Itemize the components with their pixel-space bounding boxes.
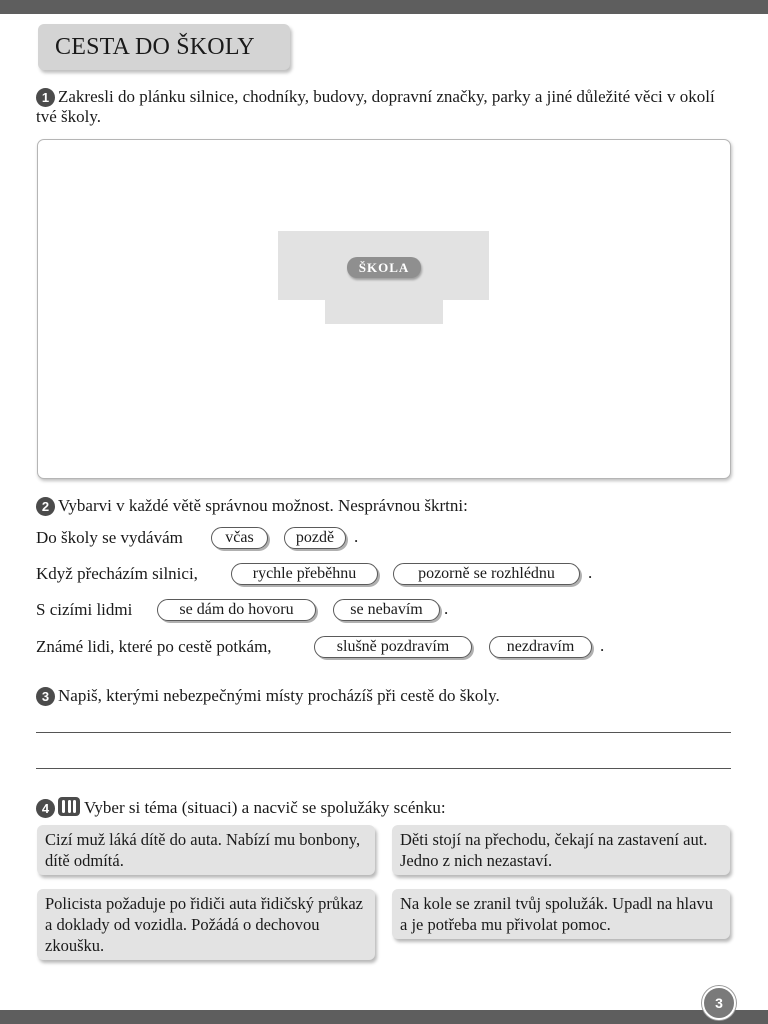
task-4-text: Vyber si téma (situaci) a nacvič se spolužáky scénku: xyxy=(84,798,446,817)
task-2-text: Vybarvi v každé větě správnou možnost. Nesprávnou škrtni: xyxy=(58,496,468,515)
scene-card-4: Na kole se zranil tvůj spolužák. Upadl na hlavu a je potřeba mu přivolat pomoc. xyxy=(392,889,730,939)
task-3-instruction xyxy=(36,686,500,706)
sentence-end: . xyxy=(600,636,605,655)
bottom-bar xyxy=(0,1010,768,1024)
sentence-end: . xyxy=(354,527,359,546)
option-button[interactable]: nezdravím xyxy=(489,636,592,658)
option-button[interactable]: se dám do hovoru xyxy=(157,599,316,621)
answer-line-1[interactable] xyxy=(36,732,731,733)
option-button[interactable]: rychle přeběhnu xyxy=(231,563,378,585)
task-4-instruction xyxy=(36,797,446,818)
task-number-badge: 3 xyxy=(36,687,55,706)
sentence-4: Známé lidi, které po cestě potkám, xyxy=(36,637,272,656)
option-button[interactable]: včas xyxy=(211,527,268,549)
task-number-badge: 4 xyxy=(36,799,55,818)
scene-card-3: Policista požaduje po řidiči auta řidičský průkaz a doklady od vozidla. Požádá o dechovou zkoušku. xyxy=(37,889,375,960)
sentence-end: . xyxy=(444,599,449,618)
task-number-badge: 2 xyxy=(36,497,55,516)
option-button[interactable]: pozorně se rozhlédnu xyxy=(393,563,580,585)
sentence-3: S cizími lidmi xyxy=(36,600,133,619)
task-2-instruction xyxy=(36,496,468,516)
page-title: CESTA DO ŠKOLY xyxy=(38,24,290,70)
scene-card-2: Děti stojí na přechodu, čekají na zastavení aut. Jedno z nich nezastaví. xyxy=(392,825,730,875)
school-building-entrance xyxy=(325,299,443,324)
people-icon xyxy=(58,797,80,816)
scene-card-1: Cizí muž láká dítě do auta. Nabízí mu bonbony, dítě odmítá. xyxy=(37,825,375,875)
task-1-instruction xyxy=(36,87,726,127)
top-bar xyxy=(0,0,768,14)
school-label: ŠKOLA xyxy=(347,257,421,278)
option-button[interactable]: se nebavím xyxy=(333,599,440,621)
task-1-text: Zakresli do plánku silnice, chodníky, budovy, dopravní značky, parky a jiné důležité věci v okolí tvé školy. xyxy=(36,87,715,126)
sentence-2: Když přecházím silnici, xyxy=(36,564,198,583)
sentence-1: Do školy se vydávám xyxy=(36,528,183,547)
option-button[interactable]: slušně pozdravím xyxy=(314,636,472,658)
option-button[interactable]: pozdě xyxy=(284,527,346,549)
task-3-text: Napiš, kterými nebezpečnými místy procházíš při cestě do školy. xyxy=(58,686,500,705)
sentence-end: . xyxy=(588,563,593,582)
page-number: 3 xyxy=(702,986,736,1020)
task-number-badge: 1 xyxy=(36,88,55,107)
answer-line-2[interactable] xyxy=(36,768,731,769)
